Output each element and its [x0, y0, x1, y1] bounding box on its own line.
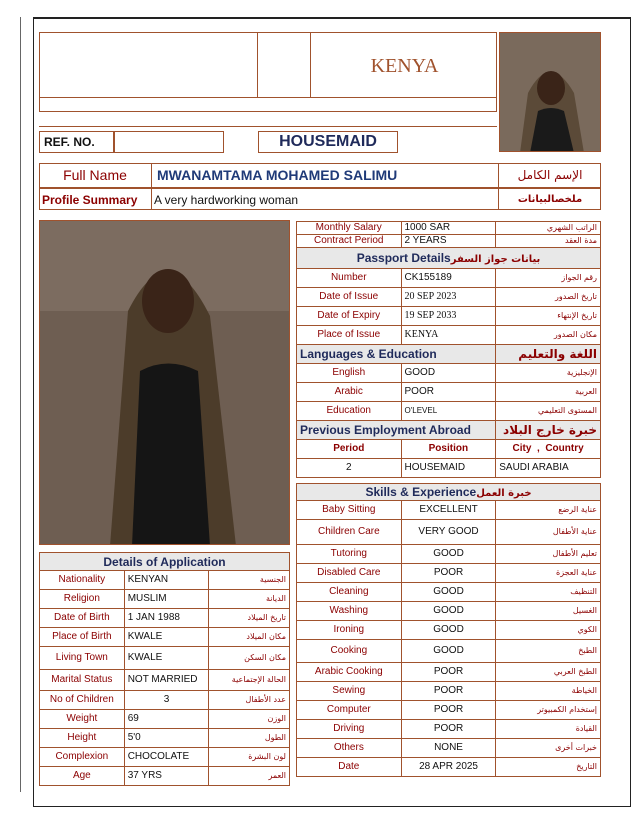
skill-arabic: عناية الأطفال	[496, 520, 601, 545]
contract-table	[296, 221, 601, 478]
passport-number-value: CK155189	[401, 269, 496, 288]
passport-number-label: Number	[297, 269, 402, 288]
app-arabic: العمر	[209, 767, 290, 786]
english-label: English	[297, 364, 402, 383]
skill-arabic: عناية الرضع	[496, 501, 601, 520]
table-row	[297, 583, 601, 602]
skill-value: VERY GOOD	[401, 520, 496, 545]
arabic-arabic: العربية	[496, 383, 601, 402]
table-row	[40, 609, 290, 628]
header-hline-1	[39, 97, 497, 98]
table-row	[40, 729, 290, 748]
issue-date-value: 20 SEP 2023	[401, 288, 496, 307]
skill-label: Date	[297, 758, 402, 777]
skill-label: Ironing	[297, 621, 402, 640]
header-hline-3	[39, 126, 497, 127]
skill-arabic: القيادة	[496, 720, 601, 739]
expiry-date-label: Date of Expiry	[297, 307, 402, 326]
full-name-value: MWANAMTAMA MOHAMED SALIMU	[157, 167, 398, 183]
education-label: Education	[297, 402, 402, 421]
app-label: Date of Birth	[40, 609, 125, 628]
table-row	[297, 663, 601, 682]
skill-value: NONE	[401, 739, 496, 758]
arabic-label: Arabic	[297, 383, 402, 402]
period-header: Period	[297, 440, 402, 459]
table-row	[297, 235, 601, 248]
skill-label: Cooking	[297, 640, 402, 663]
skill-arabic: التاريخ	[496, 758, 601, 777]
app-label: No of Children	[40, 691, 125, 710]
salary-arabic: الراتب الشهري	[496, 222, 601, 235]
skills-table	[296, 483, 601, 777]
app-value: NOT MARRIED	[124, 670, 209, 691]
table-row	[297, 640, 601, 663]
app-value: 37 YRS	[124, 767, 209, 786]
country-title: KENYA	[370, 55, 439, 77]
skill-arabic: الغسيل	[496, 602, 601, 621]
app-label: Living Town	[40, 647, 125, 670]
skill-value: GOOD	[401, 602, 496, 621]
employment-place: SAUDI ARABIA	[496, 459, 601, 478]
table-row	[297, 758, 601, 777]
full-name-label: Full Name	[63, 167, 127, 183]
expiry-date-value: 19 SEP 2033	[401, 307, 496, 326]
app-value: CHOCOLATE	[124, 748, 209, 767]
skill-label: Others	[297, 739, 402, 758]
app-arabic: لون البشرة	[209, 748, 290, 767]
table-row	[297, 564, 601, 583]
header-divider-1	[257, 32, 258, 98]
skill-label: Arabic Cooking	[297, 663, 402, 682]
employment-period: 2	[297, 459, 402, 478]
passport-number-arabic: رقم الجواز	[496, 269, 601, 288]
portrait-photo-large	[39, 220, 290, 545]
skill-value: POOR	[401, 564, 496, 583]
employment-position: HOUSEMAID	[401, 459, 496, 478]
table-row	[297, 501, 601, 520]
header-divider-2	[310, 32, 311, 98]
page-border-top	[33, 17, 631, 19]
application-header	[40, 553, 290, 571]
table-row	[40, 691, 290, 710]
table-row	[40, 628, 290, 647]
skill-arabic: عناية العجزة	[496, 564, 601, 583]
skill-arabic: إستخدام الكمبيوتر	[496, 701, 601, 720]
table-row	[297, 520, 601, 545]
app-label: Age	[40, 767, 125, 786]
skill-arabic: تعليم الأطفال	[496, 545, 601, 564]
app-arabic: الجنسية	[209, 571, 290, 590]
employment-column-headers	[297, 440, 601, 459]
app-arabic: الطول	[209, 729, 290, 748]
application-column	[39, 552, 290, 786]
english-value: GOOD	[401, 364, 496, 383]
profile-arabic: ملخصالبيانات	[517, 194, 583, 205]
app-label: Weight	[40, 710, 125, 729]
skill-label: Baby Sitting	[297, 501, 402, 520]
skill-value: GOOD	[401, 545, 496, 564]
app-value: KWALE	[124, 628, 209, 647]
table-row	[297, 364, 601, 383]
app-label: Nationality	[40, 571, 125, 590]
table-row	[297, 602, 601, 621]
issue-date-arabic: تاريخ الصدور	[496, 288, 601, 307]
table-row	[40, 590, 290, 609]
table-row	[297, 459, 601, 478]
page-border-right	[630, 17, 631, 807]
app-value: 69	[124, 710, 209, 729]
contract-period-arabic: مدة العقد	[496, 235, 601, 248]
skill-arabic: الطبخ	[496, 640, 601, 663]
employment-header	[297, 421, 601, 440]
table-row	[297, 383, 601, 402]
languages-header	[297, 345, 601, 364]
table-row	[40, 670, 290, 691]
skill-label: Driving	[297, 720, 402, 739]
contract-period-value: 2 YEARS	[401, 235, 496, 248]
skill-arabic: الكوي	[496, 621, 601, 640]
skill-label: Tutoring	[297, 545, 402, 564]
table-row	[40, 748, 290, 767]
place-header: City , Country	[496, 440, 601, 459]
passport-title-arabic: بيانات جواز السفر	[450, 253, 541, 265]
table-row	[297, 269, 601, 288]
skill-value: POOR	[401, 720, 496, 739]
skills-column	[296, 483, 601, 777]
page-border-left	[33, 17, 34, 807]
app-arabic: عدد الأطفال	[209, 691, 290, 710]
skill-arabic: التنظيف	[496, 583, 601, 602]
employment-title: Previous Employment Abroad	[297, 421, 496, 440]
passport-title: Passport Details	[356, 250, 451, 265]
app-value: KWALE	[124, 647, 209, 670]
skills-title-arabic: خبرة العمل	[476, 487, 532, 499]
skills-title: Skills & Experience	[365, 484, 477, 499]
profile-value: A very hardworking woman	[154, 193, 299, 207]
portrait-figure-large	[40, 221, 290, 545]
skill-label: Children Care	[297, 520, 402, 545]
table-row	[297, 545, 601, 564]
job-title: HOUSEMAID	[279, 133, 377, 150]
skill-value: GOOD	[401, 640, 496, 663]
table-row	[297, 288, 601, 307]
app-value: KENYAN	[124, 571, 209, 590]
education-arabic: المستوى التعليمي	[496, 402, 601, 421]
application-title: Details of Application	[40, 553, 290, 571]
table-row	[297, 621, 601, 640]
app-arabic: الديانة	[209, 590, 290, 609]
salary-label: Monthly Salary	[297, 222, 402, 235]
issue-place-value: KENYA	[401, 326, 496, 345]
passport-header	[297, 248, 601, 269]
app-arabic: الحالة الإجتماعية	[209, 670, 290, 691]
portrait-photo-small	[499, 32, 601, 152]
app-arabic: تاريخ الميلاد	[209, 609, 290, 628]
employment-title-arabic: خبرة خارج البلاد	[496, 421, 601, 440]
table-row	[297, 701, 601, 720]
app-arabic: مكان السكن	[209, 647, 290, 670]
table-row	[297, 720, 601, 739]
app-arabic: الوزن	[209, 710, 290, 729]
position-header: Position	[401, 440, 496, 459]
application-table	[39, 552, 290, 786]
app-value: 1 JAN 1988	[124, 609, 209, 628]
app-label: Complexion	[40, 748, 125, 767]
table-row	[297, 739, 601, 758]
skill-value: POOR	[401, 682, 496, 701]
skill-value: EXCELLENT	[401, 501, 496, 520]
ref-value-box	[114, 131, 224, 153]
right-column	[296, 221, 601, 478]
skill-value: POOR	[401, 663, 496, 682]
ref-label: REF. NO.	[44, 135, 95, 149]
page-margin-line	[20, 17, 21, 792]
app-arabic: مكان الميلاد	[209, 628, 290, 647]
portrait-figure-small	[500, 33, 601, 152]
table-row	[297, 682, 601, 701]
page-border-bottom	[33, 806, 631, 807]
app-value: MUSLIM	[124, 590, 209, 609]
app-value: 5'0	[124, 729, 209, 748]
skill-label: Disabled Care	[297, 564, 402, 583]
table-row	[40, 571, 290, 590]
languages-title: Languages & Education	[297, 345, 496, 364]
table-row	[40, 647, 290, 670]
skill-value: POOR	[401, 701, 496, 720]
table-row	[40, 767, 290, 786]
education-value: O'LEVEL	[401, 402, 496, 421]
skill-value: GOOD	[401, 583, 496, 602]
issue-date-label: Date of Issue	[297, 288, 402, 307]
skill-value: GOOD	[401, 621, 496, 640]
arabic-value: POOR	[401, 383, 496, 402]
header-hline-2	[39, 111, 497, 112]
skill-label: Computer	[297, 701, 402, 720]
skills-header	[297, 484, 601, 501]
table-row	[297, 307, 601, 326]
english-arabic: الإنجليزية	[496, 364, 601, 383]
skill-arabic: الطبخ العربي	[496, 663, 601, 682]
skill-arabic: خبرات أخرى	[496, 739, 601, 758]
expiry-date-arabic: تاريخ الإنتهاء	[496, 307, 601, 326]
table-row	[297, 402, 601, 421]
languages-title-arabic: اللغة والتعليم	[496, 345, 601, 364]
table-row	[297, 326, 601, 345]
skill-value: 28 APR 2025	[401, 758, 496, 777]
app-label: Height	[40, 729, 125, 748]
app-value: 3	[124, 691, 209, 710]
skill-label: Sewing	[297, 682, 402, 701]
skill-arabic: الخياطة	[496, 682, 601, 701]
app-label: Religion	[40, 590, 125, 609]
profile-label: Profile Summary	[42, 193, 138, 207]
skill-label: Cleaning	[297, 583, 402, 602]
contract-period-label: Contract Period	[297, 235, 402, 248]
app-label: Place of Birth	[40, 628, 125, 647]
skill-label: Washing	[297, 602, 402, 621]
issue-place-arabic: مكان الصدور	[496, 326, 601, 345]
salary-value: 1000 SAR	[401, 222, 496, 235]
issue-place-label: Place of Issue	[297, 326, 402, 345]
app-label: Marital Status	[40, 670, 125, 691]
table-row	[297, 222, 601, 235]
full-name-arabic: الإسم الكامل	[517, 168, 583, 182]
table-row	[40, 710, 290, 729]
